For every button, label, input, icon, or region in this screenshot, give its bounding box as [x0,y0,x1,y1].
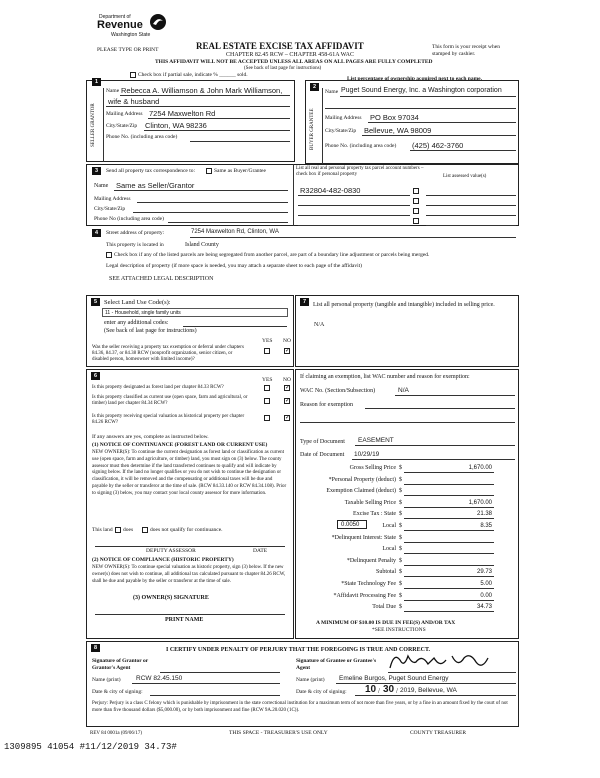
personal-property-checkbox-2[interactable] [413,198,419,204]
segregated-note: Check box if any of the listed parcels are being segregated from another parcel, are part of a boundary line adjustment or parcels being merged. [114,252,430,258]
street-label: Street address of property: [106,230,165,236]
s6-no: NO [283,377,291,383]
land-use-see-back: (See back of last page for instructions) [104,328,197,334]
seller-name-line1[interactable]: Rebecca A. Williamson & John Mark Williamson, [121,86,283,95]
minimum-note: A MINIMUM OF $10.00 IS DUE IN FEE(S) AND/OR TAX [316,620,456,626]
same-as-buyer-label: Same as Buyer/Grantee [214,168,266,174]
tax-row-label: Local [382,523,396,529]
tax-row-label: *Personal Property (deduct) [328,476,396,483]
reason-label: Reason for exemption [300,402,353,408]
deputy-assessor-label: DEPUTY ASSESSOR [146,548,196,554]
historic-title: (2) NOTICE OF COMPLIANCE (HISTORIC PROPERTY) [92,557,234,563]
tax-row-value[interactable]: 0.00 [480,592,492,599]
tax-row-label: Excise Tax : State [353,511,396,518]
assessed-header: List assessed value(s) [443,174,487,179]
owner-signature-label: (3) OWNER(S) SIGNATURE [133,595,209,601]
tax-row-value[interactable]: 8.35 [480,523,492,529]
tax-row-dollar: $ [399,511,402,518]
tax-row-dollar: $ [399,546,402,553]
tax-row-line [404,576,494,577]
exempt-yes-checkbox[interactable] [264,348,270,354]
tax-row-line [404,588,494,589]
buyer-name-line1[interactable]: Puget Sound Energy, Inc. a Washington corporation [341,87,502,94]
tax-row-dollar: $ [399,581,402,587]
buyer-city[interactable]: Bellevue, WA 98009 [364,126,432,135]
local-rate-value: 0.0050 [341,522,360,528]
form-warning: THIS AFFIDAVIT WILL NOT BE ACCEPTED UNLESS ALL AREAS ON ALL PAGES ARE FULLY COMPLETED [155,59,433,65]
grantee-date-month[interactable]: 10 [365,684,377,695]
continuance-title: (1) NOTICE OF CONTINUANCE (FOREST LAND OR CURRENT USE) [92,442,268,448]
tax-row-dollar: $ [399,557,402,564]
doc-date-value[interactable]: 10/29/19 [354,451,380,458]
exempt-no-checkbox[interactable]: ✓ [285,348,291,354]
tax-row-label: *Affidavit Processing Fee [333,592,396,599]
tax-row-line [404,472,494,473]
legal-note: Legal description of property (if more space is needed, you may attach a separate sheet to each page of the affidavit) [106,263,362,269]
tax-row-value[interactable]: 29.73 [476,569,492,576]
additional-codes-label: enter any additional codes: [104,320,169,326]
forest-question: Is this property designated as forest land per chapter 84.33 RCW? [92,385,224,390]
wac-value[interactable]: N/A [398,387,409,394]
tax-row-dollar: $ [399,499,402,506]
tax-row-line [404,611,494,612]
continuance-text: NEW OWNER(S): To continue the current designation as forest land or classification as current use (open space, farm and agriculture, or timber) land, you must sign on (3) below. The county assessor must then determine if the land transferred continues to qualify and will indicate by signing below. If the land no longer qualifies or you do not wish to continue the designation or classification, it will be removed and the compensating or additional taxes will be due and payable by the seller or transferor at the time of sale. (RCW 84.33.140 or RCW 84.34.108). Prior to signing (3) below, you may contact your local county assessor for more information. [92,450,287,496]
legal-description[interactable]: SEE ATTACHED LEGAL DESCRIPTION [109,276,214,282]
form-title: REAL ESTATE EXCISE TAX AFFIDAVIT [196,41,364,51]
tax-row-dollar: $ [399,523,402,529]
corr-name-label: Name [94,183,109,189]
see-instructions: *SEE INSTRUCTIONS [372,627,426,633]
grantee-name[interactable]: Emeline Burgos, Puget Sound Energy [339,675,449,682]
seller-name-label: Name [106,88,120,94]
historic-question: Is this property receiving special valuation as historical property per chapter 84.26 RCW? [92,414,245,425]
logo-name: Revenue [97,19,143,31]
tax-row-value[interactable]: 5.00 [480,581,492,587]
tax-row-dollar: $ [399,476,402,483]
print-note: PLEASE TYPE OR PRINT [97,47,159,53]
does-checkbox[interactable] [115,527,121,533]
seller-name-line2[interactable]: wife & husband [108,97,160,106]
tax-row-line [404,542,494,543]
section-8-number: 8 [91,644,100,652]
buyer-city-label: City/State/Zip [325,128,357,134]
section-6-number: 6 [91,372,100,380]
tax-row-dollar: $ [399,488,402,495]
buyer-side-label: BUYER GRANTEE [310,108,315,150]
tax-row-label: Total Due [372,604,396,611]
personal-property-checkbox-1[interactable] [413,188,419,194]
tax-row-label: *Delinquent Penalty [346,557,396,564]
tax-row-line [404,495,494,496]
corr-mailing-label: Mailing Address [94,196,131,202]
seller-city-label: City/State/Zip [106,123,138,129]
current-use-yes-checkbox[interactable] [264,398,270,404]
if-yes-note: If any answers are yes, complete as instructed below. [92,434,209,440]
does-label: does [123,527,134,533]
does-not-checkbox[interactable] [142,527,148,533]
send-correspondence-label: Send all property tax correspondence to: [106,168,196,174]
doc-type-label: Type of Document [300,439,345,445]
logo-dept: Department of [99,14,131,20]
s5-yes: YES [262,338,273,344]
grantor-name[interactable]: RCW 82.45.150 [136,675,183,682]
grantee-name-label: Name (print) [296,677,325,683]
land-use-select[interactable] [102,308,288,317]
corr-city-label: City/State/Zip [94,206,126,212]
tax-row-line [404,507,494,508]
section-1-number: 1 [92,78,101,86]
s6-yes: YES [262,377,273,383]
same-as-buyer-checkbox[interactable] [206,168,212,174]
tax-row-line [404,530,494,531]
seller-mailing-label: Mailing Address [106,111,143,117]
tax-row-value[interactable]: 21.38 [476,511,492,518]
certify-statement: I CERTIFY UNDER PENALTY OF PERJURY THAT THE FOREGOING IS TRUE AND CORRECT. [166,647,431,653]
doc-type-value[interactable]: EASEMENT [358,437,394,444]
section-3-number: 3 [92,167,101,175]
does-not-label: does not qualify for continuance. [150,527,223,533]
tax-row-line [404,600,494,601]
located-label: This property is located in [106,242,164,248]
segregated-checkbox[interactable] [106,252,112,258]
tax-row-label: *State Technology Fee [341,581,396,587]
logo-swirl-icon [149,13,167,36]
grantor-name-label: Name (print) [92,677,121,683]
dor-logo [97,12,167,42]
tax-row-line [404,518,494,519]
rev-number: REV 84 0001a (09/06/17) [90,731,142,736]
tax-row-label: Gross Selling Price [349,465,396,471]
grantee-date-rest[interactable]: 2019, Bellevue, WA [400,687,457,694]
current-use-no-checkbox[interactable]: ✓ [285,398,291,404]
buyer-phone[interactable]: (425) 462-3760 [412,141,464,150]
tax-row-label: Exemption Claimed (deduct) [326,488,396,495]
tax-row-dollar: $ [399,534,402,541]
local-rate-box[interactable] [337,520,367,529]
buyer-mailing-label: Mailing Address [325,115,362,121]
grantor-sig-label: Signature of Grantor or Grantor's Agent [92,658,149,671]
tax-row-value[interactable]: 34.73 [476,604,492,611]
buyer-phone-label: Phone No. (including area code) [325,143,397,149]
land-use-value: 11 - Household, single family units [105,310,181,316]
receipt-note: This form is your receipt when stamped by cashier. [432,44,500,57]
tax-row-value[interactable]: 1,670.00 [468,499,492,506]
county-treasurer-label: COUNTY TREASURER [410,730,467,736]
seller-side-label: SELLER GRANTOR [91,103,96,147]
personal-property-value[interactable]: N/A [314,322,325,328]
section-2-number: 2 [310,83,319,91]
tax-row-label: Subtotal [375,569,396,576]
historic-text: NEW OWNER(S): To continue special valuation as historic property, sign (3) below. If the new owner(s) does not wish to continue, all additional tax calculated pursuant to chapter 84.26 RCW, shall be due and payable by the seller or transferor at the time of sale. [92,565,286,584]
grantee-date-label: Date & city of signing: [296,689,347,695]
tax-row-dollar: $ [399,569,402,576]
forest-yes-checkbox[interactable] [264,385,270,391]
wac-label: WAC No. (Section/Subsection) [300,388,376,394]
grantor-date-label: Date & city of signing: [92,689,143,695]
tax-row-label: *Delinquent Interest: State [331,534,396,541]
street-address[interactable]: 7254 Maxwelton Rd, Clinton, WA [191,229,279,235]
section-7-number: 7 [300,298,309,306]
seller-phone-label: Phone No. (including area code) [106,134,178,140]
tax-row-line [404,553,494,554]
buyer-name-label: Name [325,89,339,95]
s5-no: NO [283,338,291,344]
tax-row-dollar: $ [399,604,402,611]
form-chapter: CHAPTER 82.45 RCW – CHAPTER 458-61A WAC [226,52,354,58]
ownership-note: List percentage of ownership acquired next to each name. [347,76,482,82]
tax-row-label: Local [382,546,396,553]
current-use-question: Is this property classified as current use (open space, farm and agricultural, or timber) land per chapter 84.34 RCW? [92,395,248,406]
historic-yes-checkbox[interactable] [264,415,270,421]
tax-row-label: Taxable Selling Price [344,499,396,506]
land-use-label: Select Land Use Code(s): [104,299,171,306]
land-does-label: This land [92,527,113,533]
corr-phone-label: Phone No (including area code) [94,216,164,222]
seller-mailing[interactable]: 7254 Maxwelton Rd [149,109,216,118]
treasurer-stamp: 1309895 41054 #11/12/2019 34.73# [4,742,177,752]
personal-property-checkbox-3[interactable] [413,208,419,214]
doc-date-label: Date of Document [300,452,345,458]
buyer-mailing[interactable]: PO Box 97034 [370,113,419,122]
tax-row-line [404,565,494,566]
county[interactable]: Island County [185,242,219,248]
treasurer-use-label: THIS SPACE - TREASURER'S USE ONLY [229,730,328,736]
tax-row-line [404,484,494,485]
print-name-label: PRINT NAME [165,617,204,623]
personal-property-checkbox-4[interactable] [413,218,419,224]
seller-city[interactable]: Clinton, WA 98236 [145,121,207,130]
corr-name[interactable]: Same as Seller/Grantor [116,181,195,190]
partial-sale-checkbox[interactable] [130,72,136,78]
exemption-question: Was the seller receiving a property tax exemption or deferral under chapters 84.36, 84.37, or 84.38 RCW (nonprofit organization, senior citizen, or disabled person, homeowner with limited income)? [92,345,244,362]
personal-property-label: List all personal property (tangible and intangible) included in selling price. [313,302,495,308]
deputy-date-label: DATE [253,548,268,554]
partial-sale-label: Check box if partial sale, indicate % ______ sold. [138,72,248,78]
forest-no-checkbox[interactable]: ✓ [285,385,291,391]
parcel-header: List all real and personal property tax parcel account numbers – check box if personal property [296,166,424,177]
perjury-note: Perjury: Perjury is a class C felony which is punishable by imprisonment in the state correctional institution for a maximum term of not more than five years, or by a fine in an amount fixed by the court of not more than five thousand dollars ($5,000.00), or by both imprisonment and fine (RCW 9A.20.020 (1C)). [92,701,508,713]
logo-state: Washington State [111,32,151,38]
grantee-sig-label: Signature of Grantee or Grantee's Agent [296,658,377,671]
grantee-date-day[interactable]: 30 [383,684,395,695]
section-5-number: 5 [91,298,100,306]
historic-no-checkbox[interactable]: ✓ [285,415,291,421]
tax-row-dollar: $ [399,465,402,471]
exemption-label: If claiming an exemption, list WAC number and reason for exemption: [300,374,470,380]
see-back-note: (See back of last page for instructions) [244,66,322,71]
tax-row-dollar: $ [399,592,402,599]
tax-row-value[interactable]: 1,670.00 [468,465,492,471]
parcel-number[interactable]: R32804-482-0830 [300,186,361,195]
section-4-number: 4 [92,229,101,237]
